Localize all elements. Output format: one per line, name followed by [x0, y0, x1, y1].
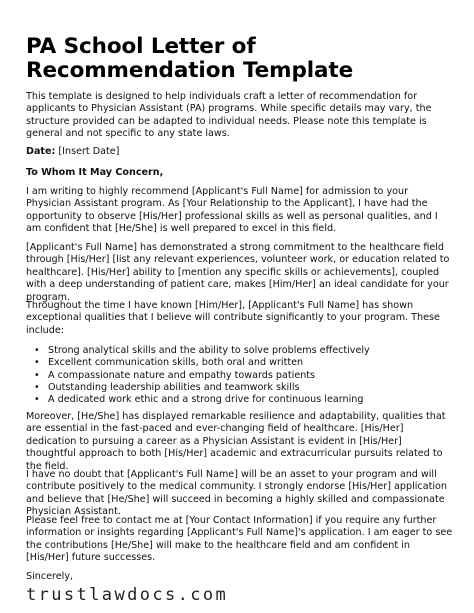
salutation: To Whom It May Concern, — [26, 167, 164, 178]
body-paragraph-1: I am writing to highly recommend [Applicant's Full Name] for admission to your Physician Assistant program. As [Your Relationship to the Applicant], I have had the opportunity to observe [His/Her] professional skills as well as personal qualities, and I am confident that [He/She] is well prepared to excel in this field. — [26, 186, 438, 235]
list-item: • A dedicated work ethic and a strong drive for continuous learning — [26, 394, 454, 406]
body-paragraph-5: I have no doubt that [Applicant's Full Name] will be an asset to your program and will contribute positively to the medical community. I strongly endorse [His/Her] application and believe that [He/She] will succeed in becoming a highly skilled and compassionate Physician Assistant. — [26, 469, 447, 518]
list-item: • Outstanding leadership abilities and teamwork skills — [26, 382, 454, 394]
body-paragraph-6: Please feel free to contact me at [Your Contact Information] if you require any further information or insights regarding [Applicant's Full Name]'s application. I am eager to see the contributions [He/She] will make to the healthcare field and am confident in [His/Her] future successes. — [26, 515, 453, 564]
date-line — [26, 146, 454, 158]
watermark-text: trustlawdocs.com — [26, 585, 229, 605]
signoff: Sincerely, — [26, 571, 74, 582]
date-value: [Insert Date] — [55, 146, 120, 157]
body-paragraph-3: Throughout the time I have known [Him/Her], [Applicant's Full Name] has shown exceptional qualities that I believe will contribute significantly to your program. These include: — [26, 300, 440, 336]
list-item: • Excellent communication skills, both oral and written — [26, 357, 454, 369]
intro-paragraph: This template is designed to help individuals craft a letter of recommendation for applicants to Physician Assistant (PA) programs. While specific details may vary, the structure provided can be adapted to individual needs. Please note this template is general and not specific to any state laws. — [26, 91, 432, 140]
body-paragraph-4: Moreover, [He/She] has displayed remarkable resilience and adaptability, qualities that are essential in the fast-paced and ever-changing field of healthcare. [His/Her] dedication to pursuing a career as a Physician Assistant is evident in [His/Her] thoughtful approach to both [His/Her] academic and extracurricular pursuits related to the field. — [26, 411, 446, 472]
body-paragraph-2: [Applicant's Full Name] has demonstrated a strong commitment to the healthcare field through [His/Her] [list any relevant experiences, volunteer work, or education related to healthcare]. [His/Her] ability to [mention any specific skills or achievements], coupled with a deep understanding of patient care, makes [Him/Her] an ideal candidate for your program. — [26, 242, 450, 303]
qualities-list — [26, 345, 454, 406]
document-title: PA School Letter of Recommendation Template — [26, 34, 354, 83]
list-item: • Strong analytical skills and the ability to solve problems effectively — [26, 345, 454, 357]
list-item: • A compassionate nature and empathy towards patients — [26, 370, 454, 382]
date-label: Date: — [26, 146, 56, 157]
